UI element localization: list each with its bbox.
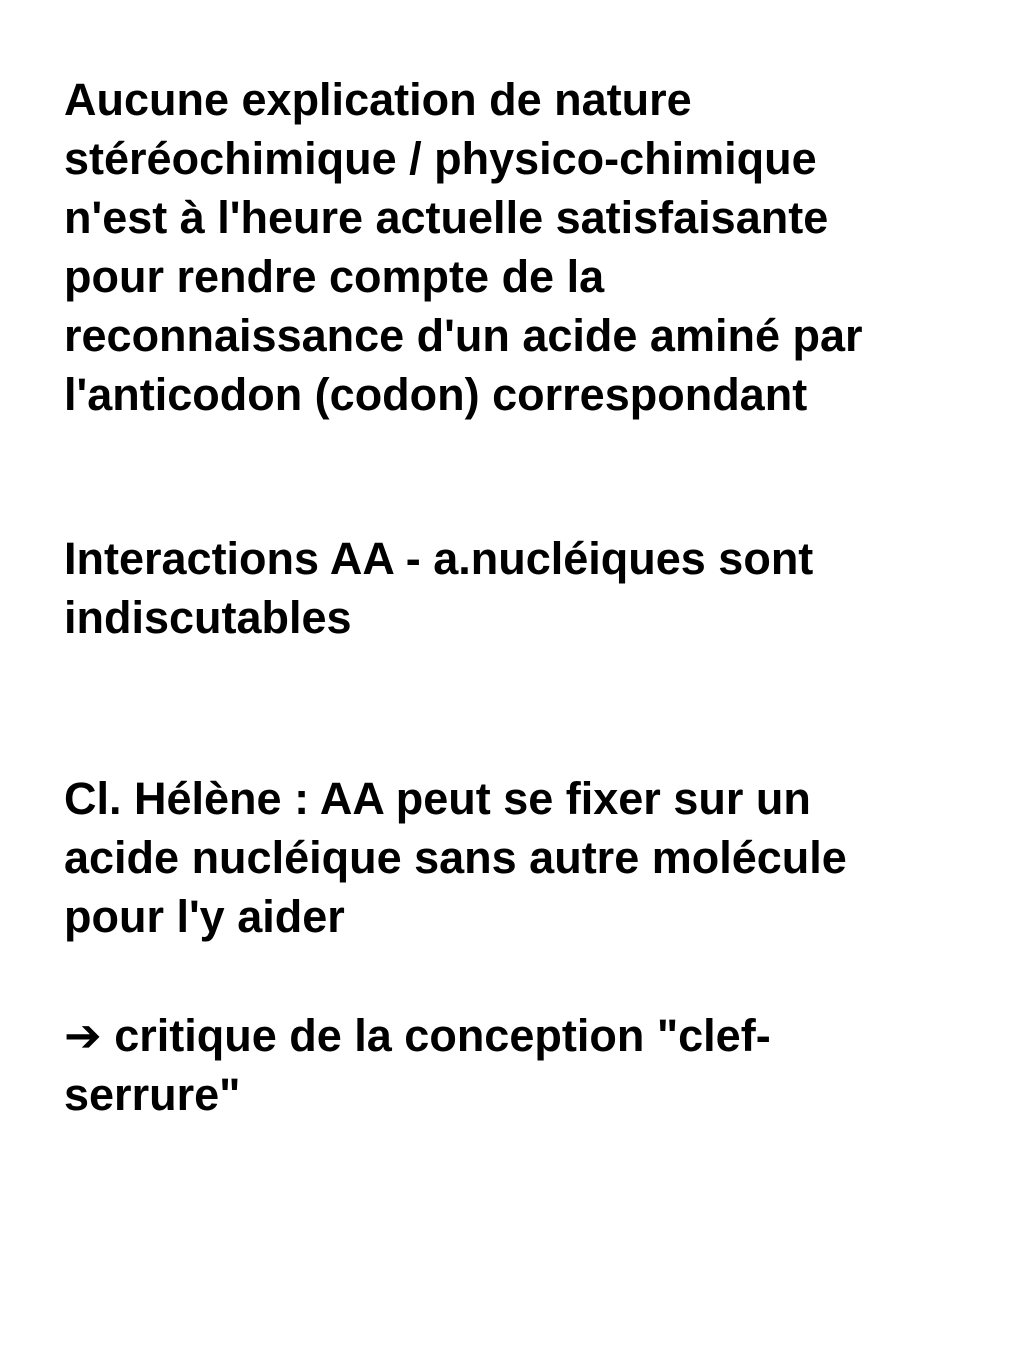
- right-arrow-icon: ➔: [64, 1009, 102, 1062]
- paragraph-critique: [64, 1006, 964, 1124]
- critique-text: critique de la conception "clef- serrure": [64, 1010, 771, 1120]
- paragraph-interactions: Interactions AA - a.nucléiques sont indiscutables: [64, 533, 814, 643]
- paragraph-stereochemistry: Aucune explication de nature stéréochimique / physico-chimique n'est à l'heure actuelle satisfaisante pour rendre compte de la reconnaissance d'un acide aminé par l'anticodon (codon) correspondant: [64, 74, 863, 420]
- paragraph-helene: Cl. Hélène : AA peut se fixer sur un acide nucléique sans autre molécule pour l'y aider: [64, 773, 847, 942]
